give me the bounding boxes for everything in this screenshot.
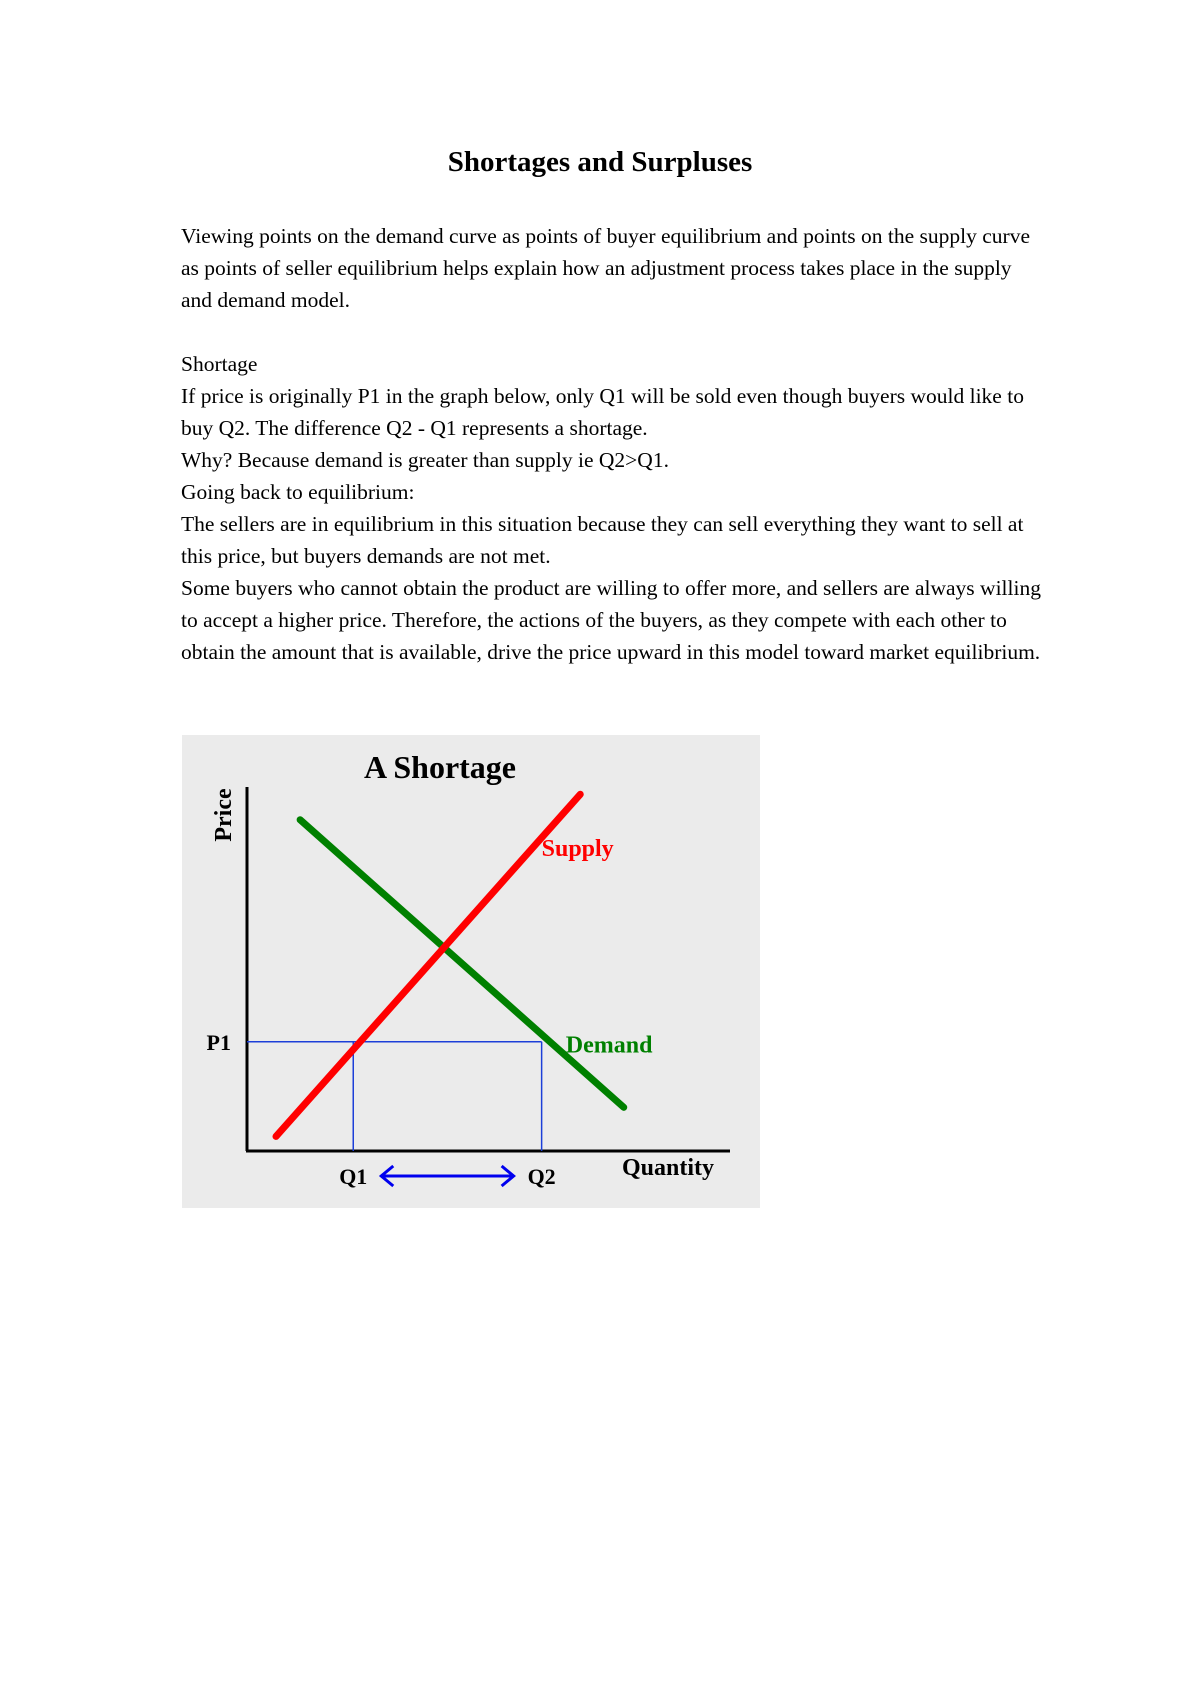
- paragraph: Why? Because demand is greater than supply ie Q2>Q1.: [181, 448, 669, 472]
- shortage-chart: [182, 735, 760, 1208]
- series-labels: [542, 836, 653, 1059]
- document-body: [181, 220, 1041, 668]
- shortage-arrow: [381, 1166, 513, 1186]
- y-axis-label: Price: [211, 788, 237, 842]
- page-title: Shortages and Surpluses: [447, 146, 753, 178]
- section-heading: Shortage: [181, 352, 258, 376]
- paragraph: The sellers are in equilibrium in this situation because they can sell everything they want to sell at this price, but buyers demands are not met.: [181, 512, 1024, 568]
- intro-paragraph: Viewing points on the demand curve as points of buyer equilibrium and points on the supply curve as points of seller equilibrium helps explain how an adjustment process takes place in the supply and demand model.: [181, 224, 1030, 312]
- supply-curve: [276, 794, 580, 1136]
- reference-lines: [247, 1042, 542, 1151]
- paragraph: Some buyers who cannot obtain the product are willing to offer more, and sellers are always willing to accept a higher price. Therefore, the actions of the buyers, as they compete with each other to obtain the amount that is available, drive the price upward in this model toward market equilibrium.: [181, 576, 1041, 664]
- supply-label: Supply: [541, 836, 614, 863]
- paragraph: If price is originally P1 in the graph below, only Q1 will be sold even though buyers would like to buy Q2. The difference Q2 - Q1 represents a shortage.: [181, 384, 1024, 440]
- demand-label: Demand: [565, 1032, 653, 1059]
- demand-curve: [300, 820, 624, 1108]
- chart-svg: [182, 735, 760, 1208]
- paragraph: Going back to equilibrium:: [181, 480, 415, 504]
- x-axis-label: Quantity: [621, 1155, 715, 1181]
- x-tick-label-q2: Q2: [527, 1164, 556, 1189]
- chart-title: A Shortage: [364, 749, 516, 785]
- x-tick-label-q1: Q1: [339, 1164, 368, 1189]
- y-tick-label-p1: P1: [206, 1029, 231, 1055]
